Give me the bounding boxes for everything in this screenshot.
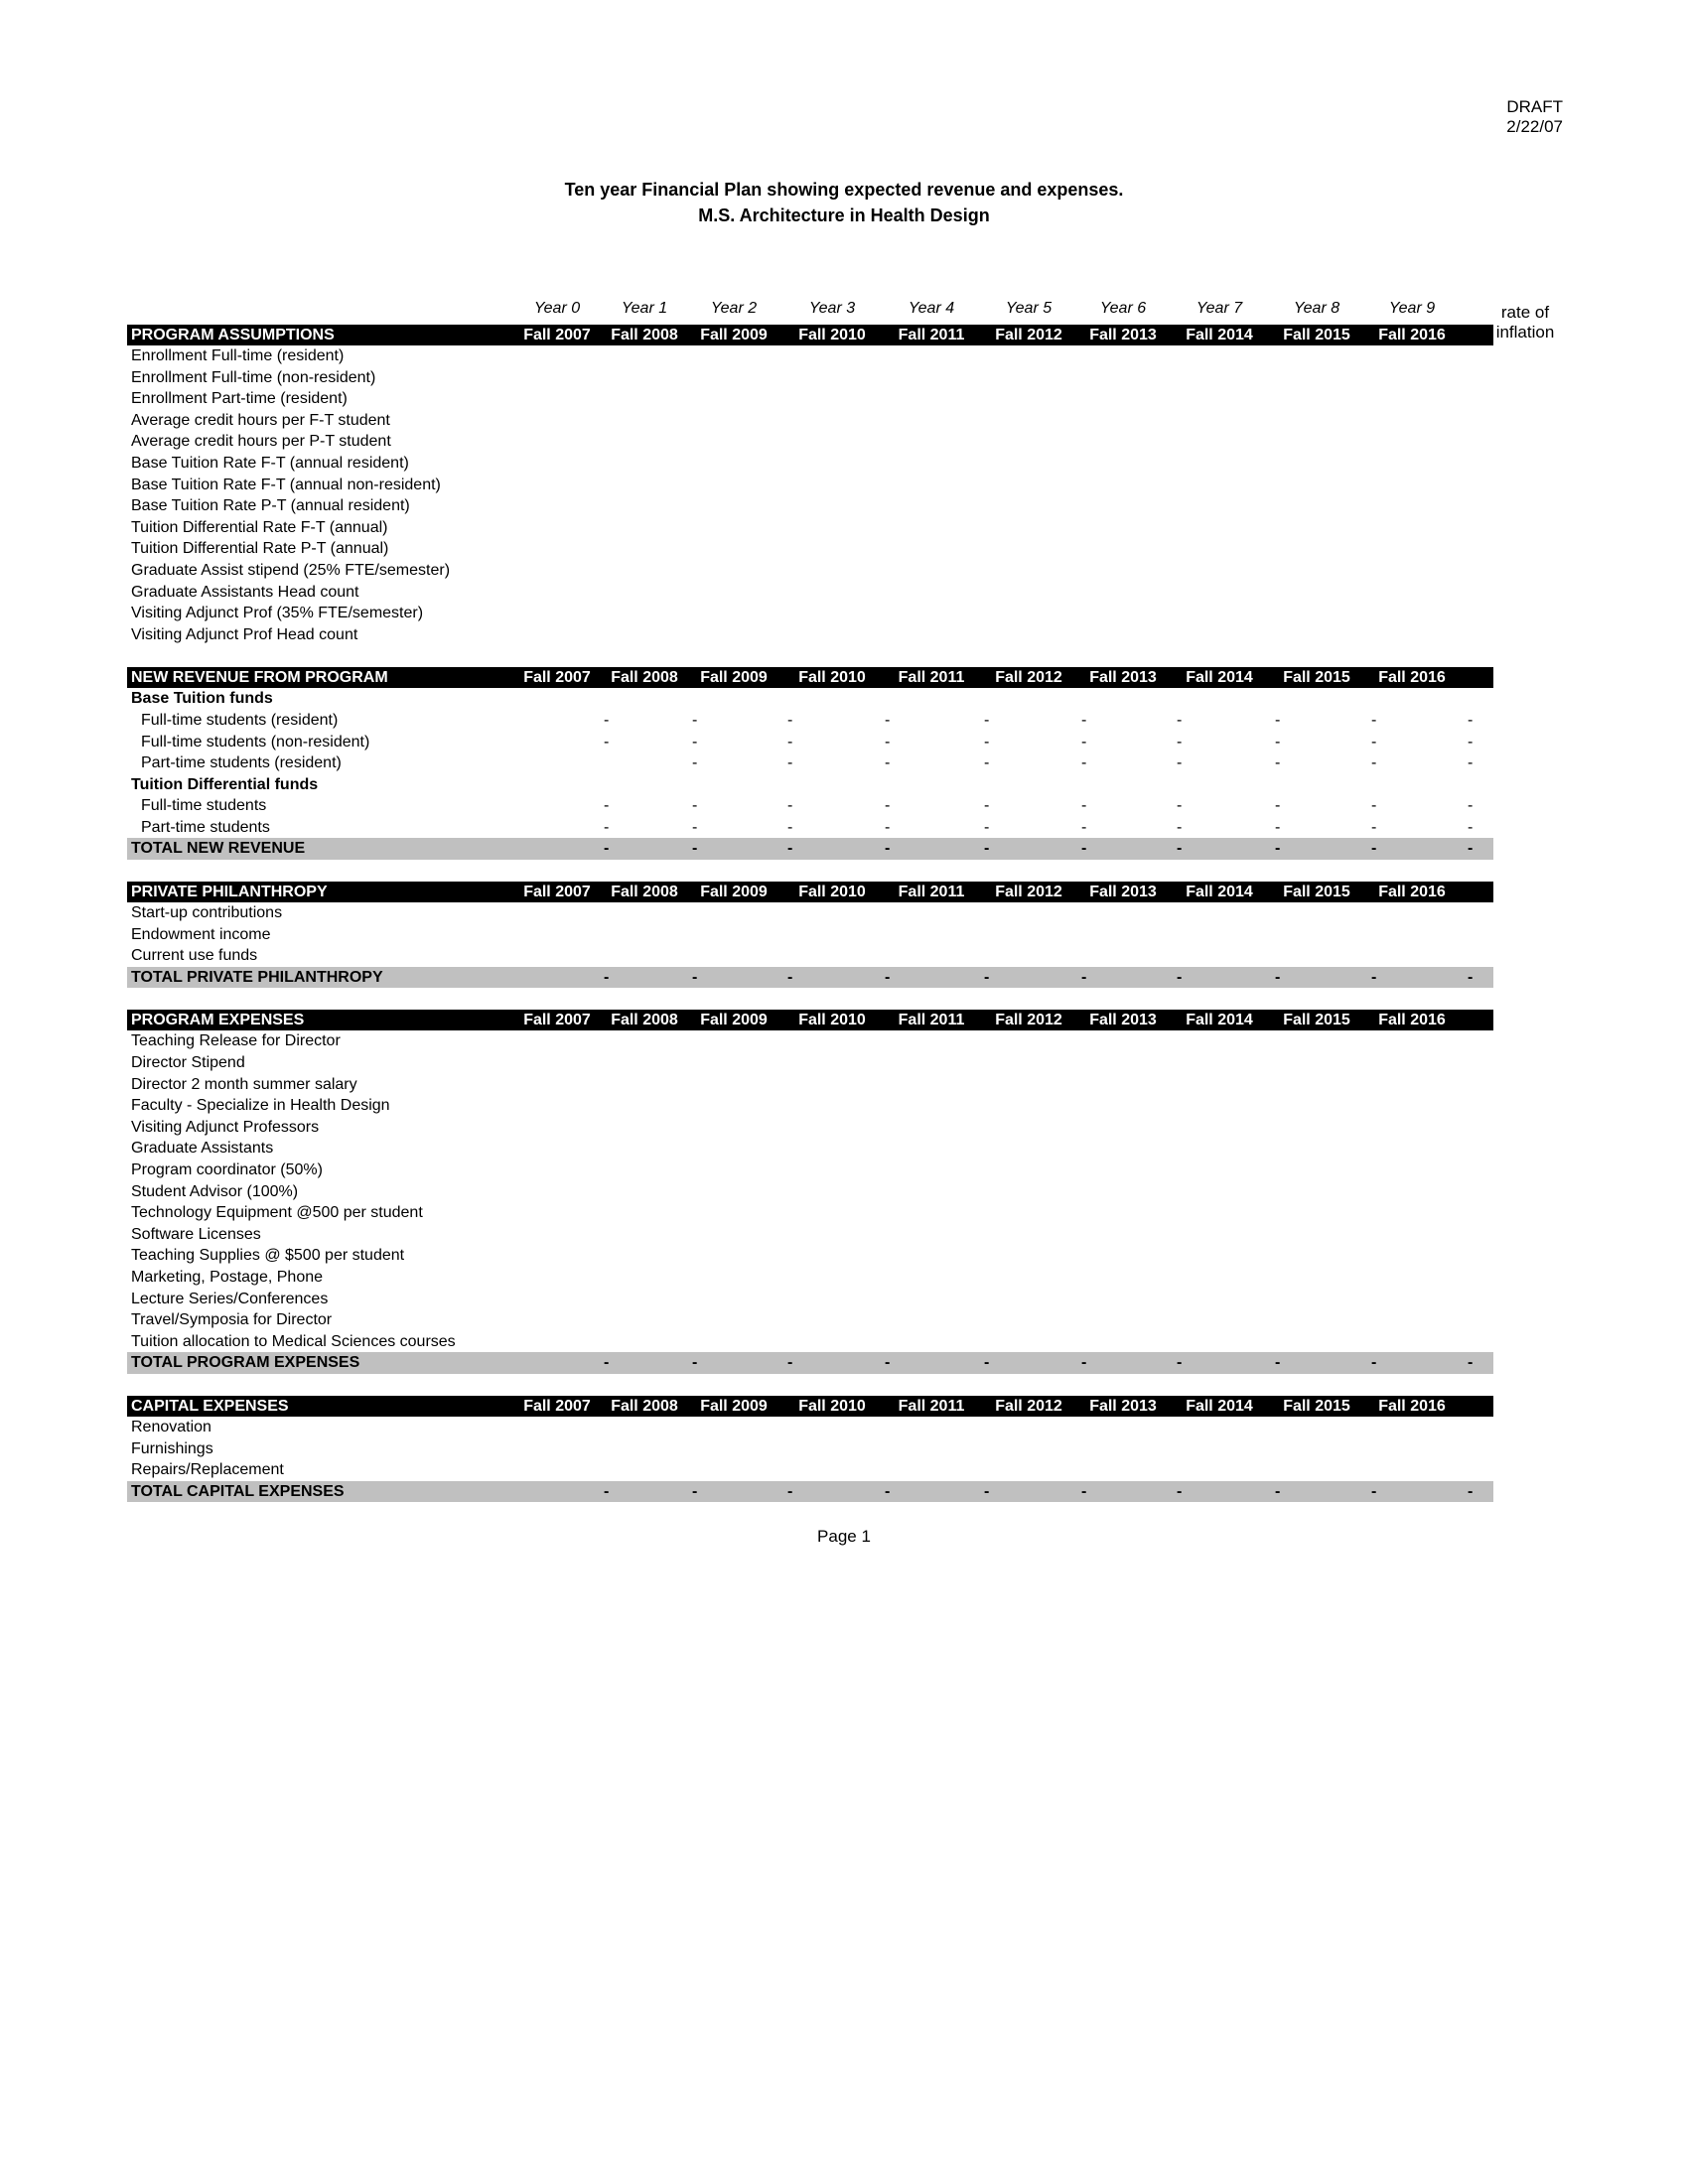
- value-cell: -: [1081, 797, 1087, 815]
- term-header-cell: Fall 2015: [1283, 884, 1350, 901]
- term-header-cell: Fall 2011: [898, 884, 965, 901]
- row-label: Program coordinator (50%): [131, 1161, 323, 1178]
- section-spacer: [127, 645, 1493, 667]
- total-value-cell: -: [1177, 1482, 1183, 1500]
- row-label: Visiting Adjunct Prof Head count: [131, 625, 358, 643]
- term-header-cell: Fall 2008: [611, 327, 678, 343]
- table-row: [127, 817, 1493, 839]
- term-header-cell: Fall 2009: [700, 1012, 768, 1029]
- section-header: [127, 1396, 1493, 1417]
- total-value-cell: -: [1468, 840, 1474, 858]
- row-label: Faculty - Specialize in Health Design: [131, 1097, 390, 1115]
- row-label: Base Tuition funds: [131, 690, 273, 708]
- value-cell: -: [1275, 797, 1281, 815]
- total-value-cell: -: [787, 1482, 793, 1500]
- total-value-cell: -: [604, 1482, 610, 1500]
- term-header-cell: Fall 2009: [700, 1397, 768, 1415]
- value-cell: -: [1081, 754, 1087, 772]
- row-label: Visiting Adjunct Prof (35% FTE/semester): [131, 605, 424, 622]
- year-label: Year 3: [808, 300, 856, 317]
- term-header-cell: Fall 2010: [798, 1397, 866, 1415]
- value-cell: -: [604, 733, 610, 751]
- table-row: [127, 475, 1493, 496]
- table-row: [127, 1052, 1493, 1074]
- row-label: Tuition Differential Rate F-T (annual): [131, 518, 388, 536]
- draft-label: DRAFT: [1506, 97, 1563, 116]
- row-label: Technology Equipment @500 per student: [131, 1204, 423, 1222]
- value-cell: -: [787, 818, 793, 836]
- term-header-cell: Fall 2011: [898, 327, 965, 343]
- table-row: [127, 710, 1493, 732]
- row-label: Enrollment Full-time (resident): [131, 347, 345, 364]
- section-spacer: [127, 860, 1493, 882]
- table-row: [127, 453, 1493, 475]
- value-cell: -: [885, 733, 891, 751]
- row-label: Director Stipend: [131, 1054, 245, 1072]
- value-cell: -: [1468, 754, 1474, 772]
- table-row: [127, 582, 1493, 604]
- value-cell: -: [604, 797, 610, 815]
- table-row: [127, 603, 1493, 624]
- term-header-cell: Fall 2012: [995, 327, 1062, 343]
- value-cell: -: [1177, 818, 1183, 836]
- term-header-cell: Fall 2010: [798, 669, 866, 687]
- value-cell: -: [1468, 711, 1474, 729]
- table-row: [127, 1245, 1493, 1267]
- row-label: Current use funds: [131, 947, 258, 965]
- term-header-cell: Fall 2008: [611, 884, 678, 901]
- table-row: [127, 1074, 1493, 1096]
- total-value-cell: -: [1371, 1354, 1377, 1372]
- term-header-cell: Fall 2012: [995, 884, 1062, 901]
- value-cell: -: [1081, 733, 1087, 751]
- value-cell: -: [1371, 754, 1377, 772]
- row-label: Graduate Assist stipend (25% FTE/semester): [131, 561, 451, 579]
- total-value-cell: -: [692, 1482, 698, 1500]
- term-header-cell: Fall 2011: [898, 1397, 965, 1415]
- section-spacer: [127, 988, 1493, 1010]
- term-header-cell: Fall 2013: [1089, 1012, 1157, 1029]
- total-row: [127, 1481, 1493, 1503]
- total-value-cell: -: [1371, 968, 1377, 986]
- total-label: TOTAL PRIVATE PHILANTHROPY: [131, 968, 383, 986]
- term-header-cell: Fall 2008: [611, 1397, 678, 1415]
- row-label: Base Tuition Rate F-T (annual non-resident): [131, 476, 441, 493]
- row-label: Part-time students: [141, 818, 270, 836]
- table-row: [127, 1138, 1493, 1160]
- table-row: [127, 1030, 1493, 1052]
- term-header-cell: Fall 2016: [1378, 1012, 1446, 1029]
- value-cell: -: [984, 797, 990, 815]
- term-header-cell: Fall 2009: [700, 884, 768, 901]
- value-cell: -: [1468, 797, 1474, 815]
- row-label: Average credit hours per P-T student: [131, 433, 391, 451]
- value-cell: -: [885, 754, 891, 772]
- row-label: Base Tuition Rate P-T (annual resident): [131, 497, 410, 515]
- value-cell: -: [1371, 711, 1377, 729]
- total-value-cell: -: [604, 968, 610, 986]
- value-cell: -: [984, 733, 990, 751]
- value-cell: -: [885, 797, 891, 815]
- year-label: Year 6: [1099, 300, 1147, 317]
- row-label: Endowment income: [131, 925, 271, 943]
- row-label: Graduate Assistants Head count: [131, 583, 359, 601]
- term-header-cell: Fall 2012: [995, 669, 1062, 687]
- total-value-cell: -: [1177, 840, 1183, 858]
- draft-date: 2/22/07: [1506, 117, 1563, 136]
- section-header: [127, 667, 1493, 688]
- table-row: [127, 1438, 1493, 1460]
- term-header-cell: Fall 2014: [1186, 327, 1253, 343]
- row-label: Director 2 month summer salary: [131, 1075, 357, 1093]
- table-row: [127, 924, 1493, 946]
- inflation-label-line-1: rate of: [1500, 303, 1550, 322]
- row-label: Repairs/Replacement: [131, 1461, 284, 1479]
- value-cell: -: [604, 818, 610, 836]
- term-header-cell: Fall 2007: [523, 884, 591, 901]
- row-label: Software Licenses: [131, 1225, 261, 1243]
- value-cell: -: [1275, 818, 1281, 836]
- table-row: [127, 560, 1493, 582]
- value-cell: -: [787, 733, 793, 751]
- section-title: PROGRAM ASSUMPTIONS: [131, 327, 335, 343]
- table-row: [127, 1309, 1493, 1331]
- value-cell: -: [1371, 733, 1377, 751]
- year-label: Year 9: [1388, 300, 1436, 317]
- term-header-cell: Fall 2009: [700, 669, 768, 687]
- row-label: Enrollment Part-time (resident): [131, 390, 348, 408]
- row-label: Teaching Supplies @ $500 per student: [131, 1247, 405, 1265]
- table-row: [127, 431, 1493, 453]
- term-header-cell: Fall 2015: [1283, 327, 1350, 343]
- year-label: Year 4: [908, 300, 955, 317]
- year-label: Year 7: [1196, 300, 1243, 317]
- value-cell: -: [1468, 818, 1474, 836]
- term-header-cell: Fall 2007: [523, 1012, 591, 1029]
- page-number: Page 1: [817, 1527, 871, 1546]
- term-header-cell: Fall 2014: [1186, 669, 1253, 687]
- document-title: [0, 177, 1688, 228]
- total-row: [127, 838, 1493, 860]
- value-cell: -: [1275, 711, 1281, 729]
- term-header-cell: Fall 2015: [1283, 1397, 1350, 1415]
- term-header-cell: Fall 2010: [798, 327, 866, 343]
- total-value-cell: -: [787, 1354, 793, 1372]
- financial-plan-table: [127, 325, 1493, 1502]
- total-value-cell: -: [692, 840, 698, 858]
- table-row: [127, 1267, 1493, 1289]
- value-cell: -: [692, 754, 698, 772]
- table-row: [127, 345, 1493, 367]
- value-cell: -: [1468, 733, 1474, 751]
- title-line-2: M.S. Architecture in Health Design: [698, 205, 990, 225]
- table-row: [127, 1160, 1493, 1181]
- table-row: [127, 1459, 1493, 1481]
- table-row: [127, 1417, 1493, 1438]
- total-label: TOTAL CAPITAL EXPENSES: [131, 1482, 345, 1500]
- table-row: [127, 795, 1493, 817]
- section-header: [127, 882, 1493, 902]
- year-labels-row: [127, 300, 1493, 322]
- term-header-cell: Fall 2007: [523, 327, 591, 343]
- total-value-cell: -: [1371, 840, 1377, 858]
- value-cell: -: [984, 711, 990, 729]
- table-row: [127, 367, 1493, 389]
- value-cell: -: [1371, 818, 1377, 836]
- year-label: Year 0: [533, 300, 581, 317]
- table-row: [127, 495, 1493, 517]
- year-label: Year 5: [1005, 300, 1053, 317]
- term-header-cell: Fall 2016: [1378, 1397, 1446, 1415]
- term-header-cell: Fall 2011: [898, 1012, 965, 1029]
- row-label: Student Advisor (100%): [131, 1182, 299, 1200]
- total-label: TOTAL NEW REVENUE: [131, 840, 306, 858]
- total-label: TOTAL PROGRAM EXPENSES: [131, 1354, 360, 1372]
- value-cell: -: [885, 818, 891, 836]
- table-row: [127, 945, 1493, 967]
- value-cell: -: [787, 754, 793, 772]
- total-value-cell: -: [1468, 968, 1474, 986]
- total-value-cell: -: [984, 968, 990, 986]
- section-header: [127, 325, 1493, 345]
- table-row: [127, 1181, 1493, 1203]
- total-value-cell: -: [1081, 1482, 1087, 1500]
- row-label: Average credit hours per F-T student: [131, 411, 390, 429]
- total-value-cell: -: [1275, 840, 1281, 858]
- term-header-cell: Fall 2007: [523, 669, 591, 687]
- row-label: Start-up contributions: [131, 904, 283, 922]
- term-header-cell: Fall 2016: [1378, 884, 1446, 901]
- value-cell: -: [885, 711, 891, 729]
- term-header-cell: Fall 2010: [798, 884, 866, 901]
- total-value-cell: -: [1468, 1482, 1474, 1500]
- row-label: Enrollment Full-time (non-resident): [131, 368, 376, 386]
- row-label: Full-time students (resident): [141, 711, 339, 729]
- row-label: Travel/Symposia for Director: [131, 1311, 333, 1329]
- title-line-1: Ten year Financial Plan showing expected revenue and expenses.: [564, 180, 1124, 200]
- total-row: [127, 1352, 1493, 1374]
- value-cell: -: [1081, 818, 1087, 836]
- value-cell: -: [787, 797, 793, 815]
- total-value-cell: -: [984, 1354, 990, 1372]
- value-cell: -: [1371, 797, 1377, 815]
- total-row: [127, 967, 1493, 989]
- term-header-cell: Fall 2013: [1089, 884, 1157, 901]
- section-title: PRIVATE PHILANTHROPY: [131, 884, 328, 901]
- value-cell: -: [692, 818, 698, 836]
- total-value-cell: -: [984, 1482, 990, 1500]
- table-row: [127, 538, 1493, 560]
- term-header-cell: Fall 2016: [1378, 327, 1446, 343]
- total-value-cell: -: [692, 968, 698, 986]
- term-header-cell: Fall 2014: [1186, 884, 1253, 901]
- inflation-label-line-2: inflation: [1495, 323, 1555, 341]
- table-row: [127, 1331, 1493, 1353]
- total-value-cell: -: [604, 1354, 610, 1372]
- row-label: Tuition Differential Rate P-T (annual): [131, 540, 389, 558]
- term-header-cell: Fall 2013: [1089, 1397, 1157, 1415]
- row-label: Lecture Series/Conferences: [131, 1290, 329, 1307]
- table-row: [127, 1224, 1493, 1246]
- row-label: Base Tuition Rate F-T (annual resident): [131, 454, 409, 472]
- term-header-cell: Fall 2012: [995, 1012, 1062, 1029]
- total-value-cell: -: [1371, 1482, 1377, 1500]
- value-cell: -: [984, 754, 990, 772]
- row-label: Tuition allocation to Medical Sciences courses: [131, 1332, 456, 1350]
- value-cell: -: [1275, 733, 1281, 751]
- value-cell: -: [1177, 733, 1183, 751]
- value-cell: -: [984, 818, 990, 836]
- draft-stamp: [1506, 97, 1563, 137]
- term-header-cell: Fall 2014: [1186, 1397, 1253, 1415]
- term-header-cell: Fall 2010: [798, 1012, 866, 1029]
- total-value-cell: -: [787, 840, 793, 858]
- total-value-cell: -: [1081, 968, 1087, 986]
- total-value-cell: -: [885, 1482, 891, 1500]
- table-row: [127, 688, 1493, 710]
- value-cell: -: [692, 711, 698, 729]
- table-row: [127, 517, 1493, 539]
- total-value-cell: -: [1177, 1354, 1183, 1372]
- value-cell: -: [1177, 754, 1183, 772]
- year-label: Year 8: [1293, 300, 1340, 317]
- row-label: Marketing, Postage, Phone: [131, 1268, 324, 1286]
- table-row: [127, 902, 1493, 924]
- value-cell: -: [692, 733, 698, 751]
- total-value-cell: -: [885, 968, 891, 986]
- term-header-cell: Fall 2015: [1283, 1012, 1350, 1029]
- value-cell: -: [787, 711, 793, 729]
- total-value-cell: -: [787, 968, 793, 986]
- section-title: PROGRAM EXPENSES: [131, 1012, 305, 1029]
- term-header-cell: Fall 2008: [611, 669, 678, 687]
- total-value-cell: -: [885, 1354, 891, 1372]
- row-label: Full-time students (non-resident): [141, 733, 370, 751]
- total-value-cell: -: [984, 840, 990, 858]
- value-cell: -: [1081, 711, 1087, 729]
- section-spacer: [127, 1374, 1493, 1396]
- table-row: [127, 1289, 1493, 1310]
- table-row: [127, 732, 1493, 753]
- total-value-cell: -: [1177, 968, 1183, 986]
- section-title: NEW REVENUE FROM PROGRAM: [131, 669, 388, 687]
- term-header-cell: Fall 2009: [700, 327, 768, 343]
- value-cell: -: [692, 797, 698, 815]
- total-value-cell: -: [885, 840, 891, 858]
- table-row: [127, 1202, 1493, 1224]
- year-label: Year 1: [621, 300, 668, 317]
- total-value-cell: -: [1275, 968, 1281, 986]
- row-label: Graduate Assistants: [131, 1140, 274, 1158]
- row-label: Full-time students: [141, 797, 267, 815]
- total-value-cell: -: [1081, 1354, 1087, 1372]
- term-header-cell: Fall 2016: [1378, 669, 1446, 687]
- term-header-cell: Fall 2015: [1283, 669, 1350, 687]
- value-cell: -: [1177, 797, 1183, 815]
- term-header-cell: Fall 2007: [523, 1397, 591, 1415]
- total-value-cell: -: [1081, 840, 1087, 858]
- row-label: Renovation: [131, 1418, 211, 1435]
- total-value-cell: -: [1468, 1354, 1474, 1372]
- table-row: [127, 1095, 1493, 1117]
- inflation-column-header: [1483, 303, 1567, 342]
- value-cell: -: [1275, 754, 1281, 772]
- value-cell: -: [604, 711, 610, 729]
- total-value-cell: -: [692, 1354, 698, 1372]
- value-cell: -: [1177, 711, 1183, 729]
- year-label: Year 2: [710, 300, 758, 317]
- term-header-cell: Fall 2011: [898, 669, 965, 687]
- section-header: [127, 1010, 1493, 1030]
- table-row: [127, 624, 1493, 646]
- table-row: [127, 388, 1493, 410]
- table-row: [127, 774, 1493, 796]
- term-header-cell: Fall 2012: [995, 1397, 1062, 1415]
- term-header-cell: Fall 2013: [1089, 669, 1157, 687]
- row-label: Tuition Differential funds: [131, 775, 319, 793]
- row-label: Teaching Release for Director: [131, 1032, 341, 1050]
- total-value-cell: -: [1275, 1482, 1281, 1500]
- table-row: [127, 1117, 1493, 1139]
- row-label: Part-time students (resident): [141, 754, 342, 772]
- total-value-cell: -: [1275, 1354, 1281, 1372]
- row-label: Furnishings: [131, 1439, 213, 1457]
- section-title: CAPITAL EXPENSES: [131, 1397, 289, 1415]
- total-value-cell: -: [604, 840, 610, 858]
- term-header-cell: Fall 2013: [1089, 327, 1157, 343]
- row-label: Visiting Adjunct Professors: [131, 1118, 320, 1136]
- table-row: [127, 752, 1493, 774]
- term-header-cell: Fall 2014: [1186, 1012, 1253, 1029]
- table-row: [127, 410, 1493, 432]
- term-header-cell: Fall 2008: [611, 1012, 678, 1029]
